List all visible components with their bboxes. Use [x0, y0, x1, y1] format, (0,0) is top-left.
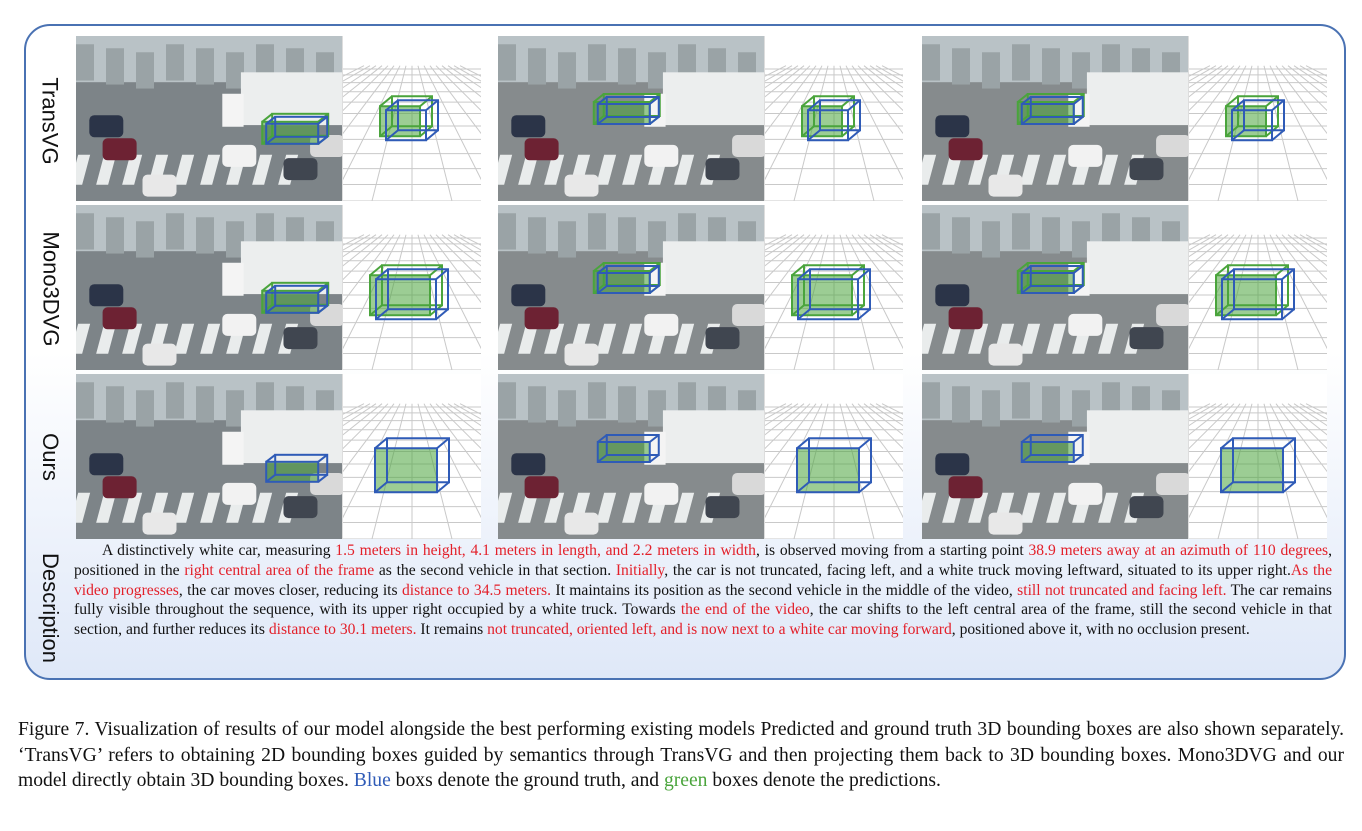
- result-cell: [498, 374, 902, 539]
- result-cell: [922, 205, 1326, 370]
- figure-caption: Figure 7. Visualization of results of our model alongside the best performing existing models Predicted and ground truth 3D bounding boxes are also shown separately. ‘TransVG’ refers to obtaining 2D bounding boxes guided by semantics through TransVG and then projecting them back to 3D bounding boxes. Mono3DVG and our model directly obtain 3D bounding boxes. Blue boxs denote the ground truth, and green boxes denote the predictions.: [18, 719, 1344, 791]
- traffic-frame-image: [922, 36, 1188, 201]
- result-cell: [498, 205, 902, 370]
- traffic-frame-image: [76, 36, 342, 201]
- row-label-ours: Ours: [38, 432, 63, 481]
- traffic-frame-image: [498, 374, 764, 539]
- bev-box-view: [764, 36, 903, 201]
- result-cell: [922, 374, 1326, 539]
- description-text: A distinctively white car, measuring 1.5 meters in height, 4.1 meters in length, and 2.2 meters in width, is observed moving from a starting point 38.9 meters away at an azimuth of 110 degrees, positioned in the right central area of the frame as the second vehicle in that section. Initially, the car is not truncated, facing left, and a white truck moving leftward, situated to its upper right.As the video progresses, the car moves closer, reducing its distance to 34.5 meters. It maintains its position as the second vehicle in the middle of the video, still not truncated and facing left. The car remains fully visible throughout the sequence, with its upper right occupied by a white truck. Towards the end of the video, the car shifts to the left central area of the frame, still the second vehicle in that section, and further reduces its distance to 30.1 meters. It remains not truncated, oriented left, and is now next to a white car moving forward, positioned above it, with no occlusion present.: [74, 542, 1332, 639]
- traffic-frame-image: [922, 205, 1188, 370]
- bev-box-view: [342, 36, 481, 201]
- bev-box-view: [764, 374, 903, 539]
- result-row-mono3dvg: [76, 205, 1330, 370]
- result-row-transvg: [76, 36, 1330, 201]
- traffic-frame-image: [498, 205, 764, 370]
- bev-box-view: [1188, 205, 1327, 370]
- row-label-transvg: TransVG: [38, 76, 63, 165]
- result-cell: [76, 205, 480, 370]
- traffic-frame-image: [76, 374, 342, 539]
- row-label-description: Description: [38, 552, 64, 663]
- bev-box-view: [342, 374, 481, 539]
- traffic-frame-image: [922, 374, 1188, 539]
- result-cell: [76, 374, 480, 539]
- traffic-frame-image: [498, 36, 764, 201]
- bev-box-view: [342, 205, 481, 370]
- bev-box-view: [1188, 36, 1327, 201]
- result-cell: [498, 36, 902, 201]
- row-label-mono3dvg: Mono3DVG: [38, 231, 64, 346]
- traffic-frame-image: [76, 205, 342, 370]
- result-cell: [76, 36, 480, 201]
- bev-box-view: [1188, 374, 1327, 539]
- bev-box-view: [764, 205, 903, 370]
- result-cell: [922, 36, 1326, 201]
- result-row-ours: [76, 374, 1330, 539]
